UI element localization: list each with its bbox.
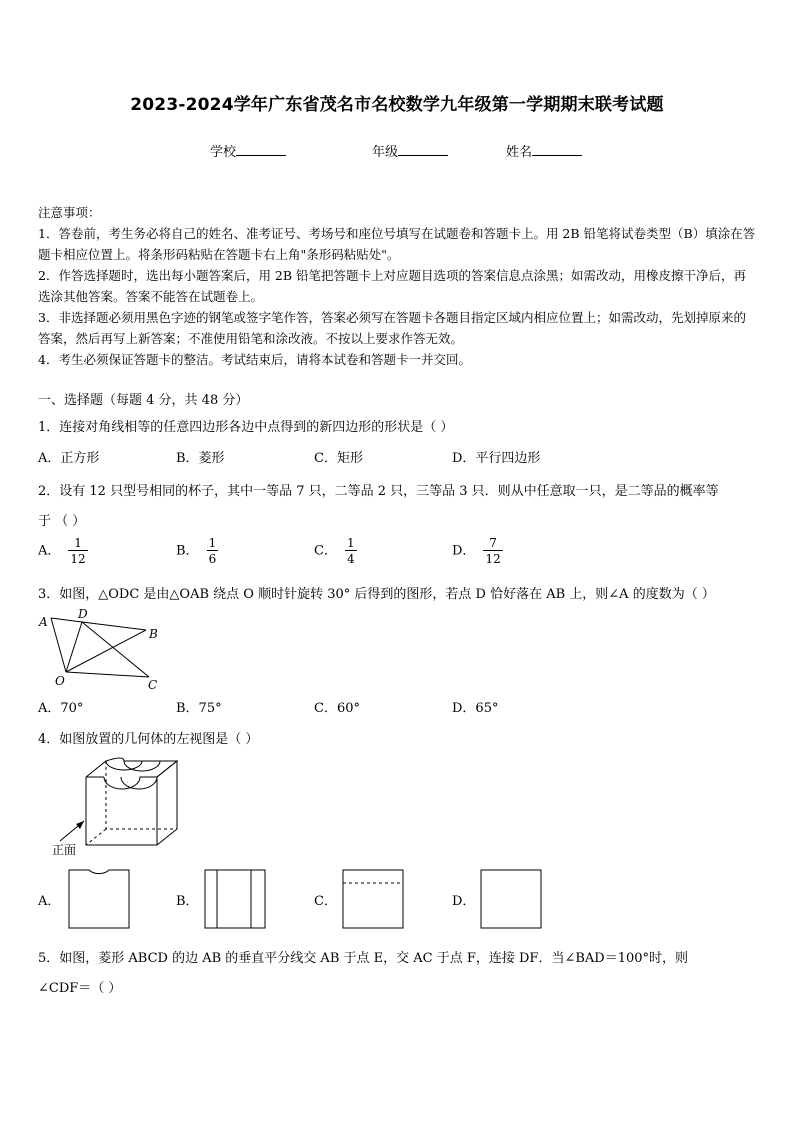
denominator: 12 (70, 552, 86, 566)
q4-solid-figure (44, 755, 184, 857)
q3-option-b[interactable]: B．75° (176, 701, 222, 716)
front-label: 正面 (52, 843, 77, 857)
view-square (481, 870, 541, 928)
question-4-text: 4．如图放置的几何体的左视图是（ ） (38, 732, 259, 747)
q3-option-c[interactable]: C．60° (314, 701, 360, 716)
section-heading: 一、选择题（每题 4 分，共 48 分） (38, 393, 249, 408)
q3-option-a[interactable]: A．70° (38, 701, 84, 716)
q2-option-d-label: D． (452, 543, 476, 559)
q2-option-c-label: C． (314, 543, 337, 559)
q2-option-a-label: A． (38, 543, 61, 559)
fraction (345, 536, 357, 566)
view-notched-square (69, 870, 129, 928)
denominator: 12 (485, 552, 501, 566)
view-square (343, 870, 403, 928)
q4-option-a-label[interactable]: A． (38, 894, 61, 909)
q4-option-d-label[interactable]: D． (452, 894, 476, 909)
school-label: 学校 (210, 145, 237, 160)
question-5-text: 5．如图，菱形 ABCD 的边 AB 的垂直平分线交 AB 于点 E，交 AC 于点 F，连接 DF．当∠BAD＝100°时，则 (38, 951, 689, 966)
notice-item: 2．作答选择题时，选出每小题答案后，用 2B 铅笔把答题卡上对应题目选项的答案信息点涂黑；如需改动，用橡皮擦干净后，再选涂其他答案。答案不能答在试题卷上。 (38, 268, 747, 304)
name-field (506, 141, 582, 160)
school-field (210, 141, 286, 160)
point-label-b: B (149, 627, 158, 641)
grade-field (372, 141, 448, 160)
solid-front-face (86, 777, 157, 845)
q4-option-d-view[interactable] (479, 866, 545, 932)
point-label-c: C (148, 678, 158, 691)
segment-ob (66, 630, 146, 672)
q1-option-b[interactable]: B．菱形 (176, 451, 225, 466)
name-blank[interactable] (532, 143, 582, 156)
notice-block (38, 202, 758, 370)
view-square (205, 870, 265, 928)
q2-option-a[interactable] (38, 536, 88, 566)
q2-option-c[interactable] (314, 536, 357, 566)
q4-option-b-label[interactable]: B． (176, 894, 199, 909)
q2-option-b-label: B． (176, 543, 199, 559)
segment-db (82, 622, 146, 630)
q3-triangle-figure (36, 605, 166, 691)
q2-option-b[interactable] (176, 536, 218, 566)
q4-option-c-view[interactable] (341, 866, 407, 932)
q4-option-a-view[interactable] (67, 866, 133, 932)
question-2-text: 2．设有 12 只型号相同的杯子，其中一等品 7 只，二等品 2 只，三等品 3 只．则从中任意取一只，是二等品的概率等 (38, 484, 719, 499)
q1-option-d[interactable]: D．平行四边形 (452, 451, 541, 466)
grade-blank[interactable] (398, 143, 448, 156)
numerator: 1 (346, 536, 355, 550)
name-label: 姓名 (506, 145, 533, 160)
q4-option-c-label[interactable]: C． (314, 894, 337, 909)
fraction (483, 536, 502, 566)
question-1-text: 1．连接对角线相等的任意四边形各边中点得到的新四边形的形状是（ ） (38, 420, 454, 435)
numerator: 1 (74, 536, 82, 550)
notice-heading: 注意事项： (38, 205, 101, 220)
segment-ao (51, 618, 66, 672)
notice-item: 4．考生必须保证答题卡的整洁。考试结束后，请将本试卷和答题卡一并交回。 (38, 352, 471, 367)
page-title: 2023-2024学年广东省茂名市名校数学九年级第一学期期末联考试题 (130, 95, 664, 115)
arrow-head-icon (76, 821, 84, 829)
question-2-text-cont: 于 （ ） (38, 514, 86, 529)
grade-label: 年级 (372, 145, 399, 160)
q2-option-d[interactable] (452, 536, 503, 566)
point-label-o: O (55, 674, 65, 688)
fraction (68, 536, 87, 566)
q3-option-d[interactable]: D．65° (452, 701, 499, 716)
question-5-text-cont: ∠CDF＝（ ） (38, 981, 122, 996)
numerator: 1 (208, 536, 217, 550)
q4-option-b-view[interactable] (203, 866, 269, 932)
notice-item: 1．答卷前，考生务必将自己的姓名、准考证号、考场号和座位号填写在试题卷和答题卡上。用 2B 铅笔将试卷类型（B）填涂在答题卡相应位置上。将条形码粘贴在答题卡右上角"条形码粘贴处"。 (38, 226, 756, 262)
fraction (207, 536, 219, 566)
solid-top-edge (86, 758, 177, 777)
point-label-d: D (78, 607, 88, 621)
denominator: 4 (346, 552, 355, 566)
question-3-text: 3．如图，△ODC 是由△OAB 绕点 O 顺时针旋转 30° 后得到的图形，若点 D 恰好落在 AB 上，则∠A 的度数为（ ） (38, 587, 715, 602)
solid-hidden-edges (86, 761, 177, 845)
q1-option-c[interactable]: C．矩形 (314, 451, 363, 466)
numerator: 7 (489, 536, 497, 550)
segment-oc (66, 672, 149, 677)
notice-item: 3．非选择题必须用黑色字迹的钢笔或签字笔作答，答案必须写在答题卡各题目指定区域内相应位置上；如需改动，先划掉原来的答案，然后再写上新答案；不准使用铅笔和涂改液。不按以上要求作答无效。 (38, 310, 746, 346)
denominator: 6 (208, 552, 217, 566)
q1-option-a[interactable]: A．正方形 (38, 451, 100, 466)
solid-right-face (157, 761, 177, 845)
point-label-a: A (39, 615, 48, 629)
segment-dc (82, 622, 149, 677)
school-blank[interactable] (236, 143, 286, 156)
